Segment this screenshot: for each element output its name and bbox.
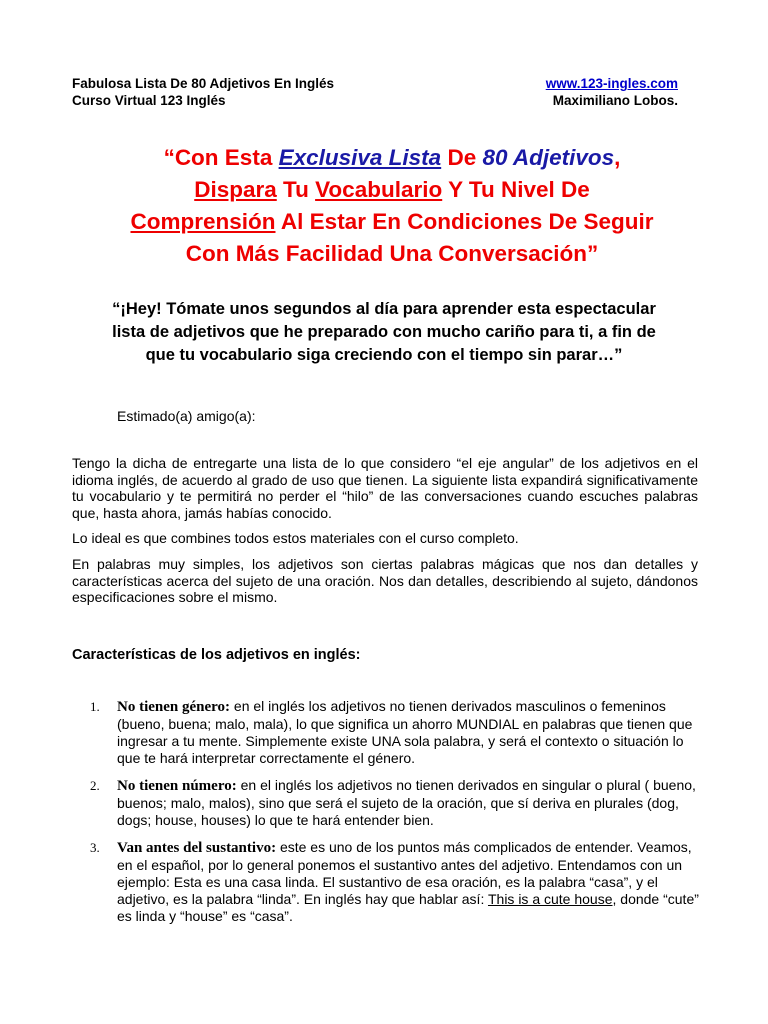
header-subtitle: Curso Virtual 123 Inglés — [72, 93, 226, 108]
list-item-lead: No tienen número: — [117, 778, 237, 794]
intro-line: lista de adjetivos que he preparado con mucho cariño para ti, a fin de — [112, 323, 656, 341]
list-number: 3. — [90, 840, 100, 855]
headline-text: Con Más Facilidad Una Conversación” — [185, 241, 599, 266]
header-title: Fabulosa Lista De 80 Adjetivos En Inglés — [72, 76, 335, 91]
greeting: Estimado(a) amigo(a): — [117, 408, 256, 424]
headline-text: , — [614, 145, 621, 170]
list-item-text — [117, 777, 700, 829]
body-text — [72, 455, 698, 615]
headline-text: Con Esta — [174, 145, 279, 170]
list-number: 2. — [90, 778, 100, 793]
headline-text: Tu — [276, 177, 316, 202]
headline-underlined: Vocabulario — [315, 177, 443, 202]
example-phrase: This is a cute house — [487, 891, 613, 907]
list-item-body: este es uno de los puntos más complicados de entender. Veamos, en el español, por lo general ponemos el sustantivo antes del adjetivo. Entendamos con un ejemplo: Esta es una casa linda. El sustantivo de esa oración, es la palabra “casa”, y el adjetivo, es la palabra “linda”. En inglés hay que hablar así: — [117, 839, 692, 907]
page-header — [72, 75, 678, 109]
headline-emphasis: 80 Adjetivos — [482, 145, 615, 170]
list-item-body: en el inglés los adjetivos no tienen derivados en singular o plural ( bueno, buenos; malo, malos), sino que será el sujeto de la oración, que sí deriva en plurales (dog, dogs; house, houses) lo que te hará entender bien. — [117, 777, 696, 828]
list-number: 1. — [90, 699, 100, 714]
headline-underlined: Comprensión — [130, 209, 276, 234]
list-item-lead: No tienen género: — [117, 699, 231, 715]
characteristics-list — [90, 698, 700, 935]
headline-emphasis: Exclusiva Lista — [278, 145, 442, 170]
site-link[interactable]: www.123-ingles.com — [545, 76, 678, 91]
headline-underlined: Dispara — [194, 177, 277, 202]
list-item-text — [117, 839, 700, 925]
section-title: Características de los adjetivos en inglés: — [72, 647, 361, 663]
headline-quote: “ — [163, 145, 175, 170]
intro-line: “¡Hey! Tómate unos segundos al día para aprender esta espectacular — [112, 300, 656, 318]
headline-text: Y Tu Nivel De — [442, 177, 590, 202]
list-item-text — [117, 698, 700, 767]
list-item — [90, 698, 700, 767]
list-item-body: en el inglés los adjetivos no tienen derivados masculinos o femeninos (bueno, buena; malo, mala), lo que significa un ahorro MUNDIAL en palabras que tienen que ingresar a tu mente. Simplemente existe UNA sola palabra, y será el contexto o situación lo que te hará interpretar correctamente el género. — [117, 698, 693, 766]
intro-line: que tu vocabulario siga creciendo con el tiempo sin parar…” — [145, 346, 623, 364]
headline-text: De — [441, 145, 483, 170]
paragraph: Tengo la dicha de entregarte una lista de lo que considero “el eje angular” de los adjetivos en el idioma inglés, de acuerdo al grado de uso que tienen. La siguiente lista expandirá significativamente tu vocabulario y te permitirá no perder el “hilo” de las conversaciones cuando escuches palabras que, hasta ahora, jamás habías conocido. — [72, 455, 698, 521]
list-item-lead: Van antes del sustantivo: — [117, 840, 277, 856]
list-item — [90, 777, 700, 829]
paragraph: Lo ideal es que combines todos estos materiales con el curso completo. — [72, 530, 519, 547]
list-item — [90, 839, 700, 925]
headline-text: Al Estar En Condiciones De Seguir — [275, 209, 654, 234]
paragraph: En palabras muy simples, los adjetivos son ciertas palabras mágicas que nos dan detalles y características acerca del sujeto de una oración. Nos dan detalles, describiendo al sujeto, dándonos especificaciones sobre el mismo. — [72, 555, 698, 606]
intro-quote — [70, 298, 698, 367]
list-item-tail: , donde “cute” es linda y “house” es “casa”. — [117, 891, 699, 924]
headline — [82, 142, 702, 270]
header-author: Maximiliano Lobos. — [552, 93, 678, 108]
